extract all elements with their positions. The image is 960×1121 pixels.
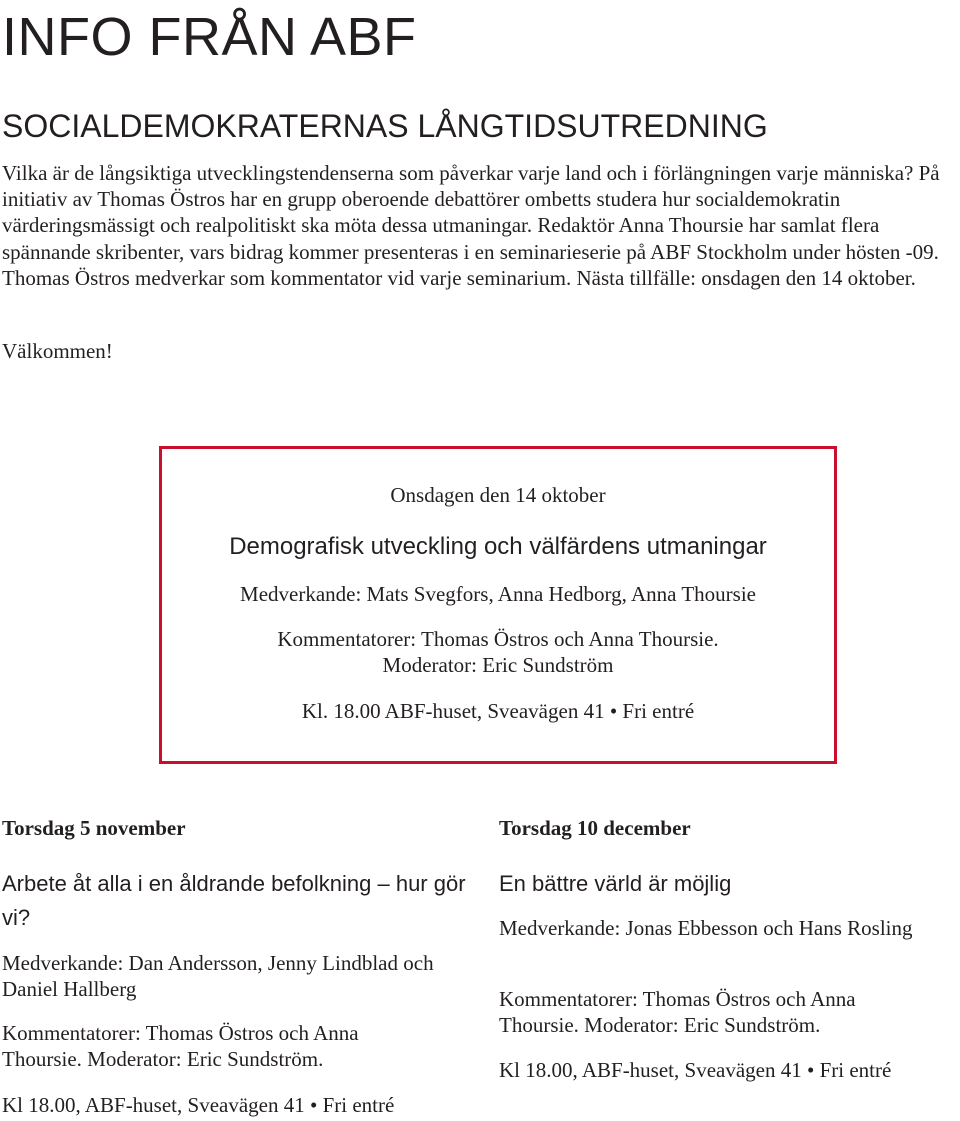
event-commentators: Kommentatorer: Thomas Östros och Anna Thoursie. Moderator: Eric Sundström. (2, 1021, 359, 1071)
featured-event-moderator: Moderator: Eric Sundström (382, 653, 614, 677)
welcome-text: Välkommen! (2, 339, 113, 363)
event-date: Torsdag 5 november (2, 816, 186, 840)
featured-event-box (159, 446, 837, 764)
event-participants: Medverkande: Jonas Ebbesson och Hans Rosling (499, 916, 913, 940)
section-heading: SOCIALDEMOKRATERNAS LÅNGTIDSUTREDNING (2, 108, 768, 144)
event-time-place: Kl 18.00, ABF-huset, Sveavägen 41 • Fri entré (499, 1058, 892, 1082)
page-title: INFO FRÅN ABF (2, 7, 417, 67)
featured-event-participants: Medverkande: Mats Svegfors, Anna Hedborg, Anna Thoursie (240, 582, 756, 606)
featured-event-date: Onsdagen den 14 oktober (390, 483, 606, 507)
event-participants: Medverkande: Dan Andersson, Jenny Lindblad och Daniel Hallberg (2, 951, 434, 1001)
event-title: Arbete åt alla i en åldrande befolkning – hur gör vi? (2, 871, 466, 930)
event-time-place: Kl 18.00, ABF-huset, Sveavägen 41 • Fri entré (2, 1093, 395, 1117)
event-title: En bättre värld är möjlig (499, 871, 732, 896)
intro-paragraph: Vilka är de långsiktiga utvecklingstendenserna som påverkar varje land och i förlängningen varje människa? På initiativ av Thomas Östros har en grupp oberoende debattörer ombetts studera hur socialdemokratin värderingsmässigt och realpolitiskt ska möta dessa utmaningar. Redaktör Anna Thoursie har samlat flera spännande skribenter, vars bidrag kommer presenteras i en seminarieserie på ABF Stockholm under hösten -09. Thomas Östros medverkar som kommentator vid varje seminarium. Nästa tillfälle: onsdagen den 14 oktober. (2, 161, 940, 290)
event-commentators: Kommentatorer: Thomas Östros och Anna Thoursie. Moderator: Eric Sundström. (499, 987, 856, 1037)
event-date: Torsdag 10 december (499, 816, 691, 840)
featured-event-commentators: Kommentatorer: Thomas Östros och Anna Thoursie. (277, 627, 719, 651)
featured-event-time-place: Kl. 18.00 ABF-huset, Sveavägen 41 • Fri entré (301, 699, 695, 723)
featured-event-title: Demografisk utveckling och välfärdens utmaningar (229, 533, 767, 560)
